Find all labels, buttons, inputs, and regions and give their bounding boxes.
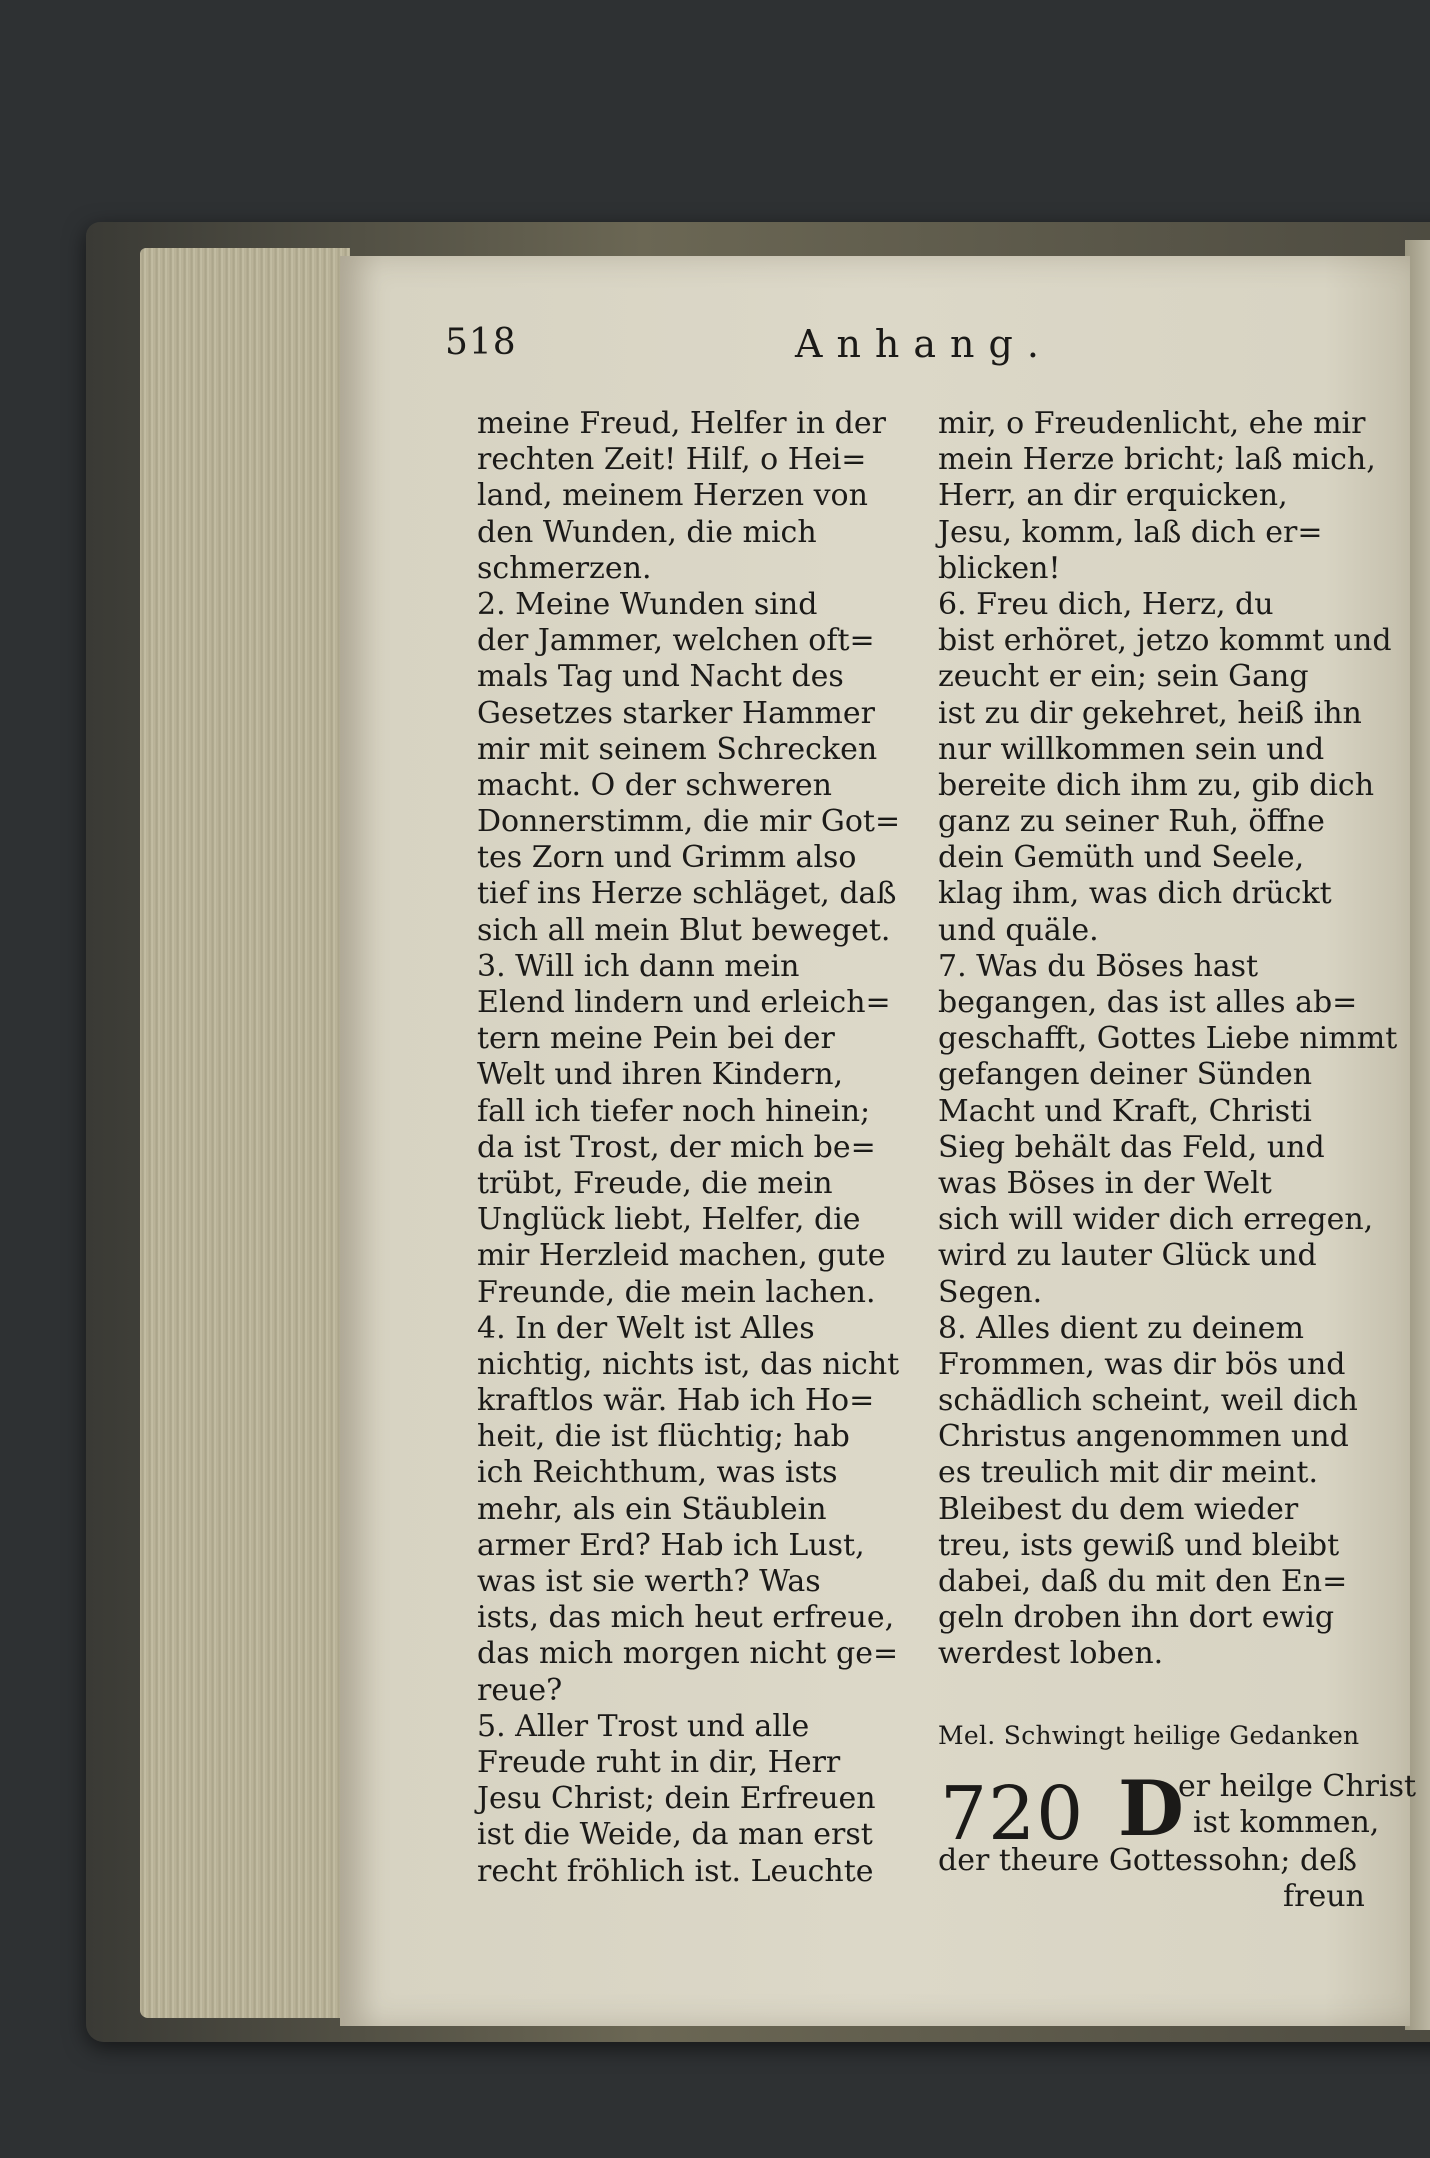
page-header — [340, 322, 1410, 382]
text-line: Christus angenommen und — [938, 1419, 1349, 1455]
left-column — [477, 406, 915, 1890]
text-line: und quäle. — [938, 912, 1099, 948]
text-line: 8. Alles dient zu deinem — [938, 1310, 1304, 1346]
text-line: kraftlos wär. Hab ich Ho= — [477, 1383, 875, 1419]
text-line: treu, ists gewiß und bleibt — [938, 1527, 1340, 1563]
text-line: mir mit seinem Schrecken — [477, 731, 878, 767]
text-line: klag ihm, was dich drückt — [938, 876, 1332, 912]
text-line: mehr, als ein Stäublein — [477, 1491, 827, 1527]
text-line: nichtig, nichts ist, das nicht — [477, 1346, 900, 1382]
text-line: 4. In der Welt ist Alles — [477, 1310, 815, 1346]
text-line: fall ich tiefer noch hinein; — [477, 1093, 871, 1129]
text-line: gefangen deiner Sünden — [938, 1057, 1313, 1093]
page-number: 518 — [445, 322, 517, 363]
text-line: Bleibest du dem wieder — [938, 1491, 1299, 1527]
text-line: Macht und Kraft, Christi — [938, 1093, 1312, 1129]
text-line: Welt und ihren Kindern, — [477, 1057, 844, 1093]
text-line: meine Freud, Helfer in der — [477, 406, 886, 441]
hymn-line: er heilge Christ — [1178, 1769, 1417, 1804]
drop-initial: D — [1118, 1764, 1184, 1853]
text-line: Freunde, die mein lachen. — [477, 1274, 876, 1310]
hymn-number: 720 — [940, 1771, 1085, 1857]
text-line: ist die Weide, da man erst — [477, 1817, 873, 1853]
text-line: Gesetzes starker Hammer — [477, 695, 875, 731]
text-line: zeucht er ein; sein Gang — [938, 659, 1309, 695]
text-line: ich Reichthum, was ists — [477, 1455, 838, 1491]
text-line: bereite dich ihm zu, gib dich — [938, 767, 1375, 803]
text-line: Segen. — [938, 1274, 1043, 1310]
text-line: mals Tag und Nacht des — [477, 659, 844, 695]
text-line: Frommen, was dir bös und — [938, 1346, 1346, 1382]
page-edges — [140, 248, 350, 2018]
text-line: Unglück liebt, Helfer, die — [477, 1202, 861, 1238]
text-line: dein Gemüth und Seele, — [938, 840, 1305, 876]
hymn-line: der theure Gottessohn; deß — [938, 1843, 1357, 1878]
text-line: tes Zorn und Grimm also — [477, 840, 857, 876]
text-line: Donnerstimm, die mir Got= — [477, 804, 901, 840]
hymn-line: freun — [1283, 1879, 1365, 1914]
text-line: Jesu, komm, laß dich er= — [938, 514, 1323, 550]
running-head: Anhang. — [795, 322, 1053, 366]
text-line: rechten Zeit! Hilf, o Hei= — [477, 442, 867, 478]
text-line: nur willkommen sein und — [938, 731, 1325, 767]
text-line: mein Herze bricht; laß mich, — [938, 442, 1376, 478]
right-column — [938, 406, 1398, 1673]
text-line: schädlich scheint, weil dich — [938, 1383, 1358, 1419]
text-line: werdest loben. — [938, 1636, 1164, 1672]
text-line: den Wunden, die mich — [477, 514, 817, 550]
text-line: was Böses in der Welt — [938, 1165, 1272, 1201]
text-line: was ist sie werth? Was — [477, 1564, 821, 1599]
text-line: tern meine Pein bei der — [477, 1021, 835, 1057]
book-page — [340, 256, 1417, 2026]
text-line: sich will wider dich erregen, — [938, 1202, 1374, 1238]
text-line: sich all mein Blut beweget. — [477, 912, 891, 948]
text-line: ist zu dir gekehret, heiß ihn — [938, 695, 1362, 731]
text-line: mir Herzleid machen, gute — [477, 1238, 886, 1274]
text-line: 3. Will ich dann mein — [477, 948, 800, 984]
hymn-line: ist kommen, — [1193, 1805, 1380, 1840]
text-line: 6. Freu dich, Herz, du — [938, 586, 1274, 622]
text-line: 2. Meine Wunden sind — [477, 586, 818, 622]
text-line: es treulich mit dir meint. — [938, 1455, 1319, 1491]
text-line: blicken! — [938, 550, 1061, 586]
text-line: trübt, Freude, die mein — [477, 1165, 833, 1201]
text-line: 7. Was du Böses hast — [938, 948, 1259, 984]
text-line: wird zu lauter Glück und — [938, 1238, 1317, 1274]
text-line: bist erhöret, jetzo kommt und — [938, 623, 1392, 659]
text-line: Jesu Christ; dein Erfreuen — [477, 1781, 876, 1817]
text-line: macht. O der schweren — [477, 767, 832, 803]
text-line: 5. Aller Trost und alle — [477, 1708, 810, 1744]
text-line: mir, o Freudenlicht, ehe mir — [938, 406, 1366, 441]
text-line: recht fröhlich ist. Leuchte — [477, 1853, 874, 1889]
text-line: Freude ruht in dir, Herr — [477, 1744, 841, 1780]
text-line: reue? — [477, 1672, 563, 1708]
text-line: schmerzen. — [477, 550, 652, 586]
text-line: Elend lindern und erleich= — [477, 985, 891, 1020]
text-line: der Jammer, welchen oft= — [477, 623, 875, 659]
text-line: armer Erd? Hab ich Lust, — [477, 1527, 865, 1563]
hymn-720 — [938, 1721, 1417, 1914]
text-line: Herr, an dir erquicken, — [938, 478, 1288, 514]
text-line: Sieg behält das Feld, und — [938, 1129, 1325, 1165]
text-line: das mich morgen nicht ge= — [477, 1636, 899, 1672]
text-line: tief ins Herze schläget, daß — [477, 876, 897, 912]
text-line: ganz zu seiner Ruh, öffne — [938, 804, 1325, 840]
text-line: land, meinem Herzen von — [477, 478, 868, 514]
text-line: geschafft, Gottes Liebe nimmt — [938, 1021, 1398, 1057]
text-line: ists, das mich heut erfreue, — [477, 1600, 895, 1636]
text-line: da ist Trost, der mich be= — [477, 1129, 876, 1165]
text-line: heit, die ist flüchtig; hab — [477, 1419, 850, 1455]
text-line: dabei, daß du mit den En= — [938, 1564, 1348, 1599]
text-line: geln droben ihn dort ewig — [938, 1600, 1335, 1636]
melody-line: Mel. Schwingt heilige Gedanken — [938, 1721, 1360, 1750]
text-line: begangen, das ist alles ab= — [938, 985, 1358, 1020]
